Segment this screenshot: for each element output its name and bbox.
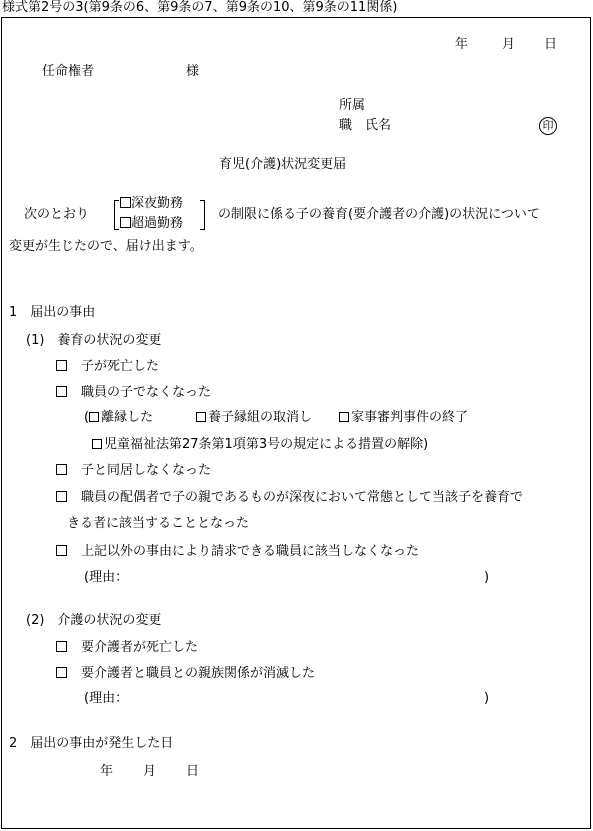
checkbox[interactable] bbox=[56, 386, 67, 397]
sub2-heading: (2) 介護の状況の変更 bbox=[26, 613, 162, 628]
checkbox[interactable] bbox=[56, 464, 67, 475]
intro-line2: 変更が生じたので、届け出ます。 bbox=[9, 239, 203, 254]
checkbox[interactable] bbox=[56, 667, 67, 678]
checkbox[interactable] bbox=[92, 439, 102, 449]
sub1-reason-label: (理由： bbox=[84, 570, 129, 585]
honorific: 様 bbox=[186, 64, 200, 79]
sub2-reason-label: (理由： bbox=[84, 691, 129, 706]
checkbox[interactable] bbox=[56, 360, 67, 371]
sub2-reason-close: ) bbox=[484, 691, 490, 706]
event-date-year: 年 bbox=[100, 764, 114, 779]
checkbox[interactable] bbox=[56, 491, 67, 502]
sub1-item-other: 上記以外の事由により請求できる職員に該当しなくなった bbox=[56, 545, 419, 558]
sub2-item-deceased: 要介護者が死亡した bbox=[56, 641, 198, 654]
sub1-item-no-longer-child: 職員の子でなくなった bbox=[56, 386, 211, 399]
event-date-day: 日 bbox=[186, 764, 200, 779]
checkbox[interactable] bbox=[196, 412, 206, 422]
option-bracket-left bbox=[114, 200, 119, 230]
sub1-detail-adoption-cancel: 養子縁組の取消し bbox=[196, 411, 312, 424]
sub1-item-not-cohabiting: 子と同居しなくなった bbox=[56, 464, 211, 477]
overtime-checkbox[interactable] bbox=[120, 217, 131, 228]
event-date-month: 月 bbox=[143, 764, 157, 779]
sub1-reason-close: ) bbox=[484, 570, 490, 585]
option-bracket-right bbox=[200, 200, 205, 230]
document-title: 育児(介護)状況変更届 bbox=[219, 157, 347, 172]
checkbox[interactable] bbox=[339, 412, 349, 422]
date-month: 月 bbox=[502, 37, 516, 52]
date-day: 日 bbox=[544, 37, 558, 52]
sub2-item-kinship-ended: 要介護者と職員との親族関係が消滅した bbox=[56, 667, 315, 680]
section2-heading: 2 届出の事由が発生した日 bbox=[9, 736, 174, 751]
form-label: 様式第2号の3(第9条の6、第9条の7、第9条の10、第9条の11関係) bbox=[2, 0, 398, 15]
intro-prefix: 次のとおり bbox=[24, 207, 90, 222]
checkbox[interactable] bbox=[56, 545, 67, 556]
option-overtime: 超過勤務 bbox=[120, 217, 183, 230]
checkbox[interactable] bbox=[56, 641, 67, 652]
seal-mark: 印 bbox=[539, 117, 557, 135]
date-year: 年 bbox=[455, 37, 469, 52]
section1-heading: 1 届出の事由 bbox=[9, 305, 96, 320]
sub1-detail-child-welfare: 児童福祉法第27条第1項第3号の規定による措置の解除) bbox=[92, 438, 428, 451]
sub1-item-spouse: 職員の配偶者で子の親であるものが深夜において常態として当該子を養育で bbox=[56, 491, 523, 504]
checkbox[interactable] bbox=[89, 412, 99, 422]
name-label: 職 氏名 bbox=[339, 118, 392, 133]
affiliation-label: 所属 bbox=[339, 98, 366, 113]
sub1-detail-row1: ( 離縁した bbox=[84, 410, 154, 425]
option-late-night: 深夜勤務 bbox=[120, 197, 183, 210]
sub1-item-child-deceased: 子が死亡した bbox=[56, 360, 159, 373]
late-night-checkbox[interactable] bbox=[120, 197, 131, 208]
sub1-heading: (1) 養育の状況の変更 bbox=[26, 333, 162, 348]
sub1-item-spouse-line2: きる者に該当することとなった bbox=[67, 516, 250, 531]
sub1-detail-family-court: 家事審判事件の終了 bbox=[339, 411, 468, 424]
intro-suffix: の制限に係る子の養育(要介護者の介護)の状況について bbox=[218, 207, 540, 222]
appointing-authority: 任命権者 bbox=[42, 64, 95, 79]
